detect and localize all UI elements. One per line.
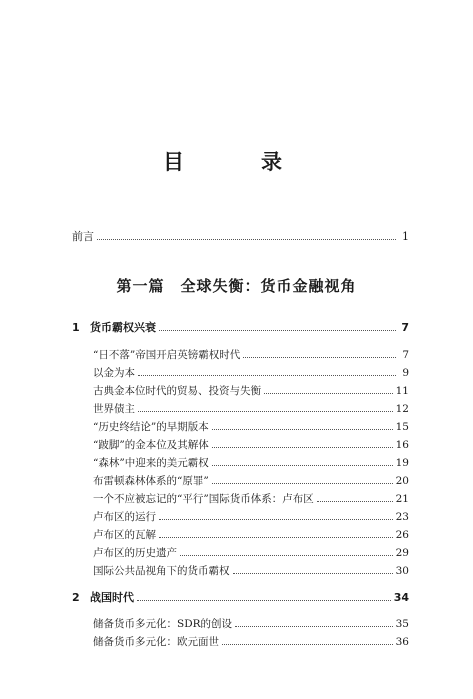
- toc-chapter-1[interactable]: [72, 321, 409, 335]
- section-page: 12: [395, 403, 409, 415]
- section-label: 卢布区的历史遗产: [93, 547, 177, 559]
- leader-dots: [243, 348, 396, 358]
- leader-dots: [212, 438, 393, 448]
- leader-dots: [235, 617, 393, 627]
- toc-section[interactable]: [93, 564, 409, 578]
- leader-dots: [180, 546, 393, 556]
- leader-dots: [233, 564, 393, 574]
- leader-dots: [97, 230, 396, 240]
- leader-dots: [212, 456, 393, 466]
- toc-entry-preface[interactable]: [72, 230, 409, 244]
- section-label: 以金为本: [93, 367, 135, 379]
- leader-dots: [222, 635, 393, 645]
- toc-section[interactable]: [93, 438, 409, 452]
- chapter-number: 2: [72, 591, 80, 604]
- section-label: 一个不应被忘记的“平行”国际货币体系：卢布区: [93, 493, 314, 505]
- toc-chapter-2[interactable]: [72, 591, 409, 605]
- chapter-title: 战国时代: [90, 591, 134, 604]
- entry-page: 7: [401, 321, 409, 334]
- section-page: 9: [402, 367, 409, 379]
- page-title: 目 录: [163, 150, 310, 174]
- chapter-title: 货币霸权兴衰: [90, 321, 156, 334]
- toc-section[interactable]: [93, 474, 409, 488]
- section-label: 卢布区的瓦解: [93, 529, 156, 541]
- toc-section[interactable]: [93, 456, 409, 470]
- toc-section[interactable]: [93, 420, 409, 434]
- leader-dots: [159, 528, 393, 538]
- toc-section[interactable]: [93, 366, 409, 380]
- entry-page: 34: [393, 591, 409, 604]
- leader-dots: [138, 402, 393, 412]
- toc-section[interactable]: [93, 546, 409, 560]
- chapter-label: [72, 321, 156, 335]
- toc-section[interactable]: [93, 348, 409, 362]
- section-label: 古典金本位时代的贸易、投资与失衡: [93, 385, 261, 397]
- entry-label: 前言: [72, 230, 94, 243]
- leader-dots: [138, 366, 396, 376]
- toc-section[interactable]: [93, 402, 409, 416]
- chapter-number: 1: [72, 321, 80, 334]
- part-heading: 第一篇 全球失衡：货币金融视角: [116, 277, 357, 295]
- leader-dots: [159, 510, 393, 520]
- section-page: 21: [395, 493, 409, 505]
- chapter-label: [72, 591, 134, 605]
- section-page: 23: [395, 511, 409, 523]
- section-label: “森林”中迎来的美元霸权: [93, 457, 209, 469]
- toc-section[interactable]: [93, 384, 409, 398]
- section-page: 35: [395, 618, 409, 630]
- section-page: 19: [395, 457, 409, 469]
- toc-section[interactable]: [93, 510, 409, 524]
- section-page: 11: [395, 385, 409, 397]
- section-page: 36: [395, 636, 409, 648]
- section-label: “跛脚”的金本位及其解体: [93, 439, 209, 451]
- toc-section[interactable]: [93, 528, 409, 542]
- section-page: 20: [395, 475, 409, 487]
- section-page: 26: [395, 529, 409, 541]
- section-label: 储备货币多元化：SDR的创设: [93, 618, 233, 630]
- section-page: 7: [402, 349, 409, 361]
- leader-dots: [159, 321, 396, 331]
- leader-dots: [212, 420, 393, 430]
- toc-section[interactable]: [93, 617, 409, 631]
- section-label: 世界债主: [93, 403, 135, 415]
- section-label: 卢布区的运行: [93, 511, 156, 523]
- section-page: 16: [395, 439, 409, 451]
- section-label: “日不落”帝国开启英镑霸权时代: [93, 349, 241, 361]
- leader-dots: [212, 474, 393, 484]
- section-page: 30: [395, 565, 409, 577]
- section-label: 布雷顿森林体系的“原罪”: [93, 475, 209, 487]
- toc-section[interactable]: [93, 492, 409, 506]
- entry-page: 1: [402, 230, 409, 243]
- section-page: 15: [395, 421, 409, 433]
- leader-dots: [264, 384, 393, 394]
- leader-dots: [317, 492, 393, 502]
- section-page: 29: [395, 547, 409, 559]
- section-label: 国际公共品视角下的货币霸权: [93, 565, 230, 577]
- leader-dots: [137, 591, 391, 601]
- section-label: 储备货币多元化：欧元面世: [93, 636, 219, 648]
- toc-section[interactable]: [93, 635, 409, 649]
- section-label: “历史终结论”的早期版本: [93, 421, 209, 433]
